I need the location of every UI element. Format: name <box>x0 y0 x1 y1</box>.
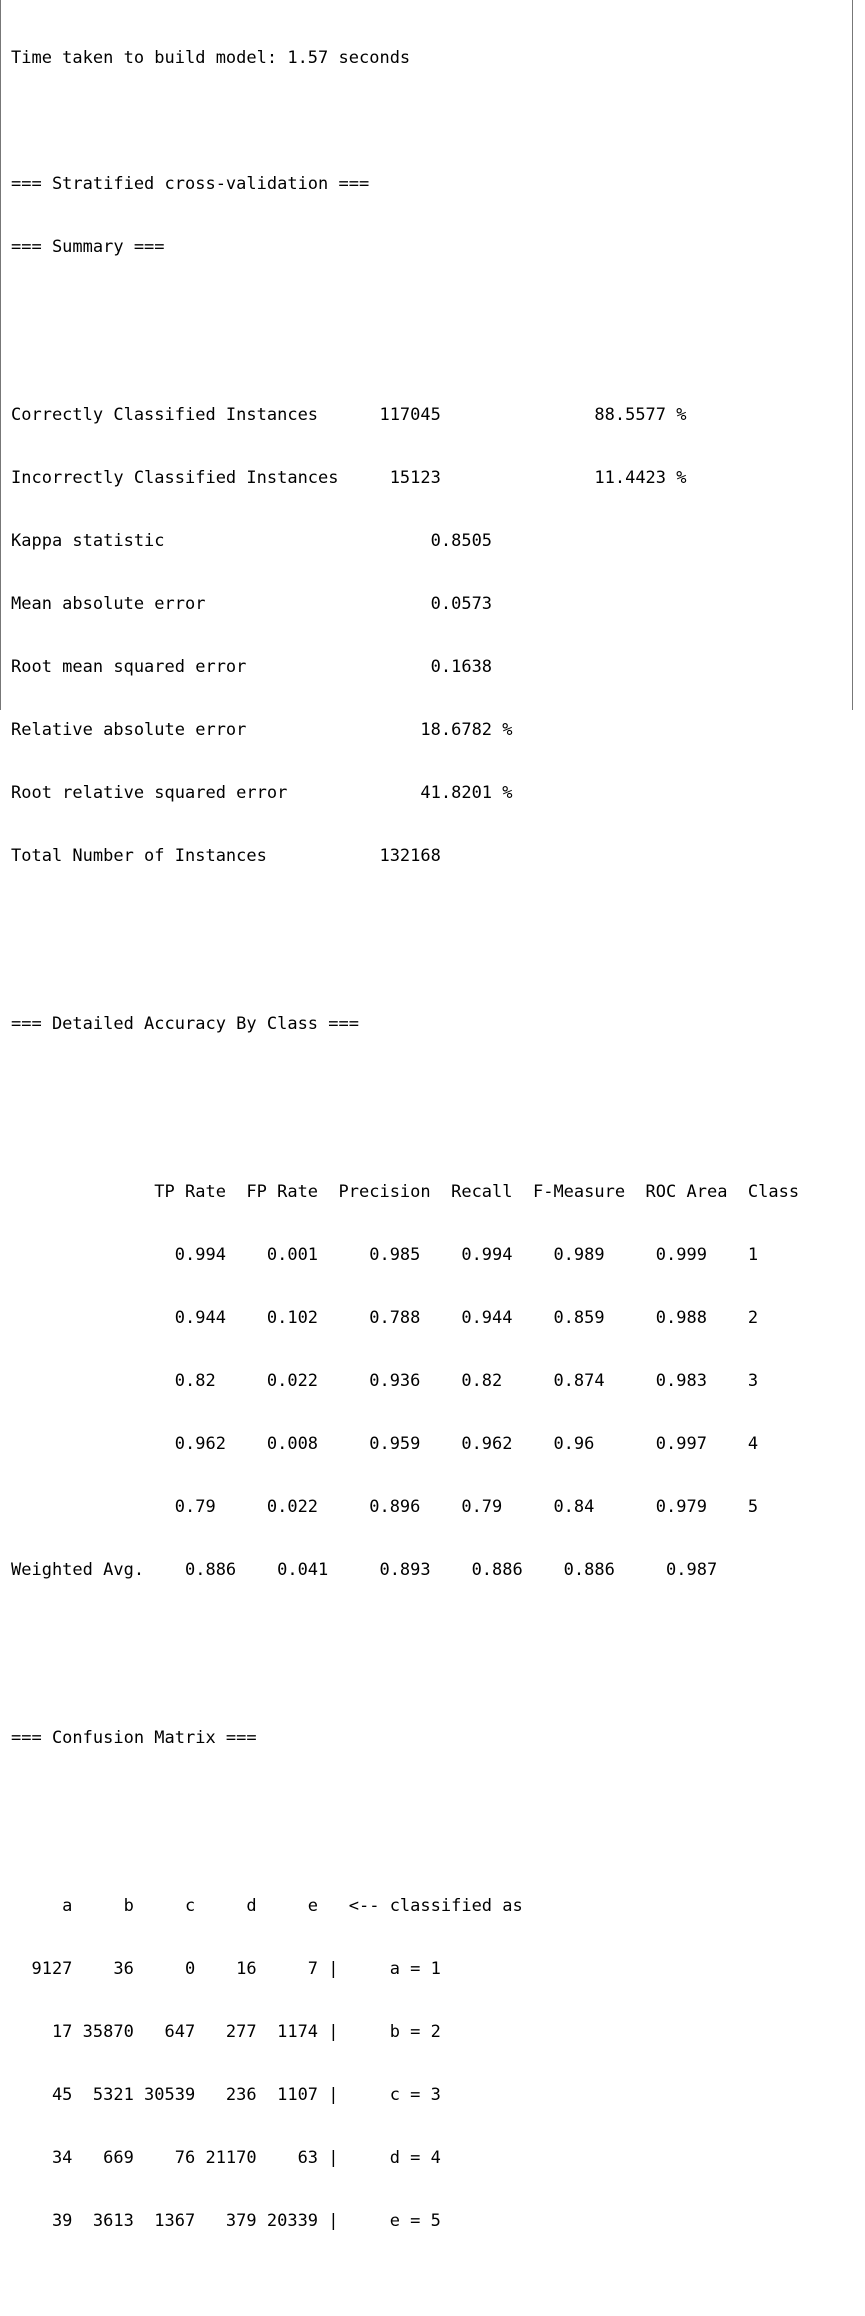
summary-line: Incorrectly Classified Instances 15123 11.4423 % <box>11 468 687 488</box>
cv-header: === Stratified cross-validation === <box>11 174 370 194</box>
summary-header: === Summary === <box>11 237 165 257</box>
time-taken-line: Time taken to build model: 1.57 seconds <box>11 48 411 68</box>
summary-block <box>11 363 846 909</box>
confusion-matrix-header-row: a b c d e <-- classified as <box>11 1896 523 1916</box>
accuracy-table <box>11 1140 846 1623</box>
spacer <box>11 300 846 321</box>
summary-line: Root mean squared error 0.1638 <box>11 657 493 677</box>
accuracy-table-row: 0.962 0.008 0.959 0.962 0.96 0.997 4 <box>11 1434 759 1454</box>
confusion-matrix <box>11 1854 846 2274</box>
spacer <box>11 1077 846 1098</box>
summary-line: Relative absolute error 18.6782 % <box>11 720 513 740</box>
accuracy-header: === Detailed Accuracy By Class === <box>11 1014 359 1034</box>
summary-line: Root relative squared error 41.8201 % <box>11 783 513 803</box>
confusion-matrix-row: 17 35870 647 277 1174 | b = 2 <box>11 2022 441 2042</box>
spacer <box>11 951 846 972</box>
accuracy-table-header-row: TP Rate FP Rate Precision Recall F-Measure ROC Area Class <box>11 1182 800 1202</box>
accuracy-table-row: 0.82 0.022 0.936 0.82 0.874 0.983 3 <box>11 1371 759 1391</box>
summary-line: Mean absolute error 0.0573 <box>11 594 493 614</box>
classifier-output-text <box>11 6 846 2316</box>
spacer <box>11 111 846 132</box>
confusion-matrix-row: 45 5321 30539 236 1107 | c = 3 <box>11 2085 441 2105</box>
confusion-matrix-row: 39 3613 1367 379 20339 | e = 5 <box>11 2211 441 2231</box>
confusion-matrix-row: 9127 36 0 16 7 | a = 1 <box>11 1959 441 1979</box>
summary-line: Total Number of Instances 132168 <box>11 846 441 866</box>
spacer <box>11 1791 846 1812</box>
confusion-header: === Confusion Matrix === <box>11 1728 257 1748</box>
accuracy-table-row: 0.79 0.022 0.896 0.79 0.84 0.979 5 <box>11 1497 759 1517</box>
summary-line: Correctly Classified Instances 117045 88.5577 % <box>11 405 687 425</box>
spacer <box>11 1665 846 1686</box>
accuracy-table-row: 0.994 0.001 0.985 0.994 0.989 0.999 1 <box>11 1245 759 1265</box>
summary-line: Kappa statistic 0.8505 <box>11 531 493 551</box>
confusion-matrix-row: 34 669 76 21170 63 | d = 4 <box>11 2148 441 2168</box>
accuracy-table-weighted-row: Weighted Avg. 0.886 0.041 0.893 0.886 0.886 0.987 <box>11 1560 718 1580</box>
accuracy-table-row: 0.944 0.102 0.788 0.944 0.859 0.988 2 <box>11 1308 759 1328</box>
